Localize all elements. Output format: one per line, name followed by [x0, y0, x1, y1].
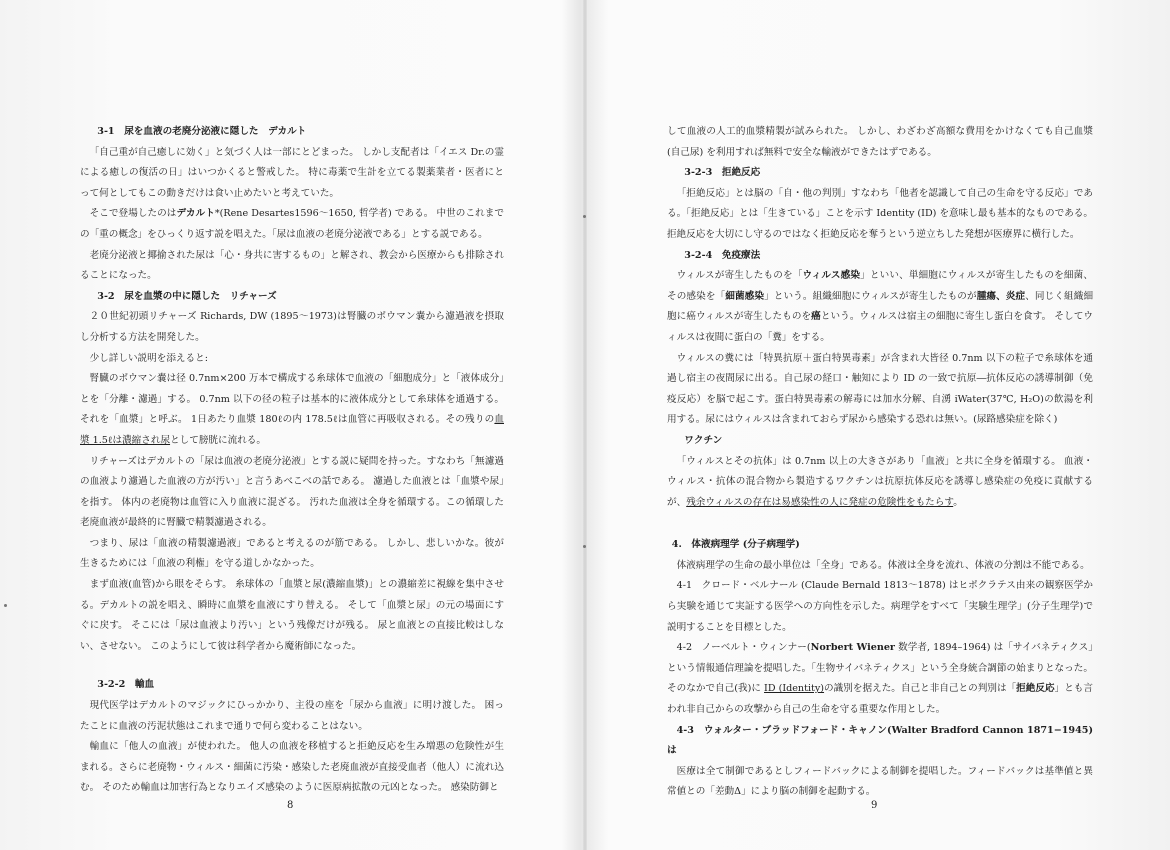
crease-mark	[583, 545, 586, 548]
text-span: 」といい、単細胞にウィルスが寄生したものを細菌、その感染を「	[667, 270, 1093, 302]
paragraph: ウィルスの糞には「特異抗原＋蛋白特異毒素」が含まれ大皆径 0.7nm 以下の粒子で糸球体を通過し宿主の夜間尿に出る。自己尿の経口・触知により ID の一致で抗原―抗体反応の誘導制御（免疫反応）を脳で起こす。蛋白特異毒素の解毒には加水分解、自湧 iWater(37℃, H₂O)の飲湯を利用する。尿にはウィルスは含まれておらず尿から感染する恐れは無い。(尿路感染症を除く)	[667, 352, 1093, 426]
crease-mark	[583, 215, 586, 218]
paragraph	[667, 266, 1093, 348]
bold-text: 細菌感染	[725, 290, 765, 302]
paragraph: 医療は全て制御であるとしフィードバックによる制御を提唱した。フィードバックは基準値と異常値との「差動Δ」により脳の制御を起動する。	[667, 765, 1093, 798]
paragraph: 現代医学はデカルトのマジックにひっかかり、主役の座を「尿から血液」に明け渡した。 困ったことに血液の汚泥状態はこれまで通りで何ら変わることはない。	[80, 700, 504, 732]
bold-text: ウィルス感染	[802, 270, 861, 282]
text-span: 4-2 ノーベルト・ウィンナー(	[676, 642, 811, 654]
text-span: 「ウィルスとその抗体」は 0.7nm 以上の大きさがあり「血液」と共に全身を循環する。 血液・ウィルス・抗体の混合物から製造するワクチンは抗原抗体反応を誘導し感染症の免疫に貢献するが、	[667, 455, 1093, 508]
bold-text: 腫瘍、炎症	[976, 290, 1026, 302]
paragraph: 4-1 クロード・ベルナール (Claude Bernald 1813～1878) はヒポクラテス由来の観察医学から実験を通じて実証する医学への方向性を示した。病理学をすべて「実験生理学」(分子生理学)で説明することを目標とした。	[667, 580, 1093, 633]
bold-text: 癌	[811, 311, 821, 323]
page-number-right: 9	[871, 800, 878, 811]
text-span: 腎臓のボウマン嚢は径 0.7nm×200 万本で構成する糸球体で血液の「細胞成分」と「液体成分」とを「分離・濾過」する。 0.7nm 以下の径の粒子は基本的に液体成分として糸球体を通過する。それを「血漿」と呼ぶ。 1日あたり血漿 180ℓの内 178.5ℓは血管に再吸収される。その残りの	[80, 373, 504, 426]
text-span: そこで登場したのは	[89, 208, 177, 220]
paragraph	[80, 369, 504, 451]
paragraph: 「拒絶反応」とは脳の「自・他の判別」すなわち「他者を認識して自己の生命を守る反応」である。「拒絶反応」とは「生きている」ことを示す Identity (ID) を意味し最も基本的なものである。拒絶反応を大切にし守るのではなく拒絶反応を奪うという逆立ちした発想が医療界に横行した。	[667, 187, 1093, 240]
heading-3-2: 3-2 尿を血漿の中に隠した リチャーズ	[97, 290, 277, 302]
page-number-left: 8	[287, 800, 294, 811]
paragraph: 「自己重が自己癒しに効く」と気づく人は一部にとどまった。 しかし支配者は「イエス Dr.の霊による癒しの復活の日」はいつかくると警戒した。 特に毒薬で生計を立てる製薬業者・医者にとって何としてもこの動きだけは食い止めたいと考えていた。	[80, 146, 504, 199]
heading-4-3: 4-3 ウォルター・ブラッドフォード・キャノン(Walter Bradford Cannon 1871−1945)は	[667, 724, 1093, 757]
left-page	[80, 122, 504, 799]
paragraph	[667, 452, 1093, 514]
heading-3-2-4: 3-2-4 免疫療法	[684, 249, 761, 261]
bold-text: Norbert Wiener	[810, 642, 895, 654]
text-span: ウィルスが寄生したものを「	[676, 270, 803, 282]
paragraph: 体液病理学の生命の最小単位は「全身」である。体液は全身を流れ、体液の分割は不能である。	[676, 559, 1090, 571]
underlined-text: 残余ウィルスの存在は易感染性の人に発症の危険性をもたらす	[686, 496, 954, 508]
paragraph: して血液の人工的血漿精製が試みられた。 しかし、わざわざ高額な費用をかけなくても自己血漿(自己尿) を利用すれば無料で安全な輸液ができたはずである。	[667, 126, 1093, 158]
paragraph: つまり、尿は「血液の精製濾過液」であると考えるのが筋である。 しかし、悲しいかな。彼が生きるためには「血液の利権」を守る道しかなかった。	[80, 537, 504, 570]
text-span: の識別を据えた。自己と非自己との判別は「	[824, 683, 1017, 695]
bold-text: デカルト	[176, 208, 215, 220]
paragraph: 輸血に「他人の血液」が使われた。 他人の血液を移植すると拒絶反応を生み増悪の危険性が生まれる。さらに老廃物・ウィルス・細菌に汚染・感染した老廃血液が直接受血者（他人）に流れ込む。 そのため輸血は加害行為となりエイズ感染のように医原病拡散の元凶となった。 感染防御と	[80, 741, 504, 794]
paragraph: まず血液(血管)から眼をそらす。 糸球体の「血漿と尿(濃縮血漿)」との濃縮差に視線を集中させる。デカルトの説を唱え、瞬時に血漿を血液にすり替える。 そして「血漿と尿」の元の場面にすぐに戻す。 そこには「尿は血液より汚い」という残像だけが残る。 尿と血液との直接比較はしない、させない。 このようにして彼は科学者から魔術師になった。	[80, 579, 504, 652]
text-span: *(Rene Desartes1596～1650, 哲学者) である。 中世のこれまでの「重の概念」をひっくり返す説を唱えた。「尿は血液の老廃分泌液である」とする説である。	[80, 208, 504, 240]
edge-mark	[4, 604, 7, 607]
text-span: 」という。組織細胞にウィルスが寄生したものが	[764, 290, 977, 302]
text-span: 数学者, 1894–1964) は「サイバネティクス」という情報通信理論を提唱した。「生物サイバネティクス」という全身統合調節の始まりとなった。そのなかで自己(我)に	[667, 642, 1093, 695]
paragraph	[667, 638, 1093, 720]
paragraph: リチャーズはデカルトの「尿は血液の老廃分泌液」とする説に疑問を持った。すなわち「無濾過の血液より濾過した血液の方が汚い」と言うあべこべの話である。 濾過した血液とは「血漿や尿」を指す。 体内の老廃物は血管に入り血液に混ざる。 汚れた血液は全身を循環する。この循環した老廃血液が最終的に腎臓で精製濾過される。	[80, 455, 504, 529]
heading-4: 4. 体液病理学 (分子病理学)	[671, 539, 800, 551]
underlined-text: 血漿 1.5ℓは濃縮され尿	[80, 414, 504, 446]
heading-vaccine: ワクチン	[684, 434, 723, 446]
text-span: 」とも言われ非自己からの攻撃から自己の生命を守る重要な作用とした。	[667, 683, 1094, 716]
paragraph: 少し詳しい説明を添えると:	[89, 352, 208, 364]
underlined-text: ID (Identity)	[764, 683, 825, 695]
bold-text: 拒絶反応	[1016, 683, 1055, 695]
text-span: 、同じく組織細胞に癌ウィルスが寄生したものを	[667, 290, 1094, 323]
text-span: という。ウィルスは宿主の細胞に寄生し蛋白を食す。 そしてウィルスは夜間に蛋白の「糞」をする。	[667, 311, 1093, 343]
heading-3-1: 3-1 尿を血液の老廃分泌液に隠した デカルト	[97, 126, 307, 137]
right-page	[667, 122, 1093, 803]
text-span: 。	[953, 496, 963, 508]
heading-3-2-3: 3-2-3 拒絶反応	[684, 167, 761, 179]
book-spine	[583, 0, 587, 850]
paragraph: 老廃分泌液と揶揄された尿は「心・身共に害するもの」と解され、教会から医療からも排除されることになった。	[80, 249, 504, 282]
heading-3-2-2: 3-2-2 輸血	[97, 679, 155, 691]
paragraph: ２０世紀初頭リチャーズ Richards, DW (1895～1973)は腎臓のボウマン嚢から濾過液を摂取し分析する方法を開発した。	[80, 311, 504, 343]
paragraph	[80, 204, 504, 245]
text-span: として膀胱に流れる。	[170, 434, 266, 446]
